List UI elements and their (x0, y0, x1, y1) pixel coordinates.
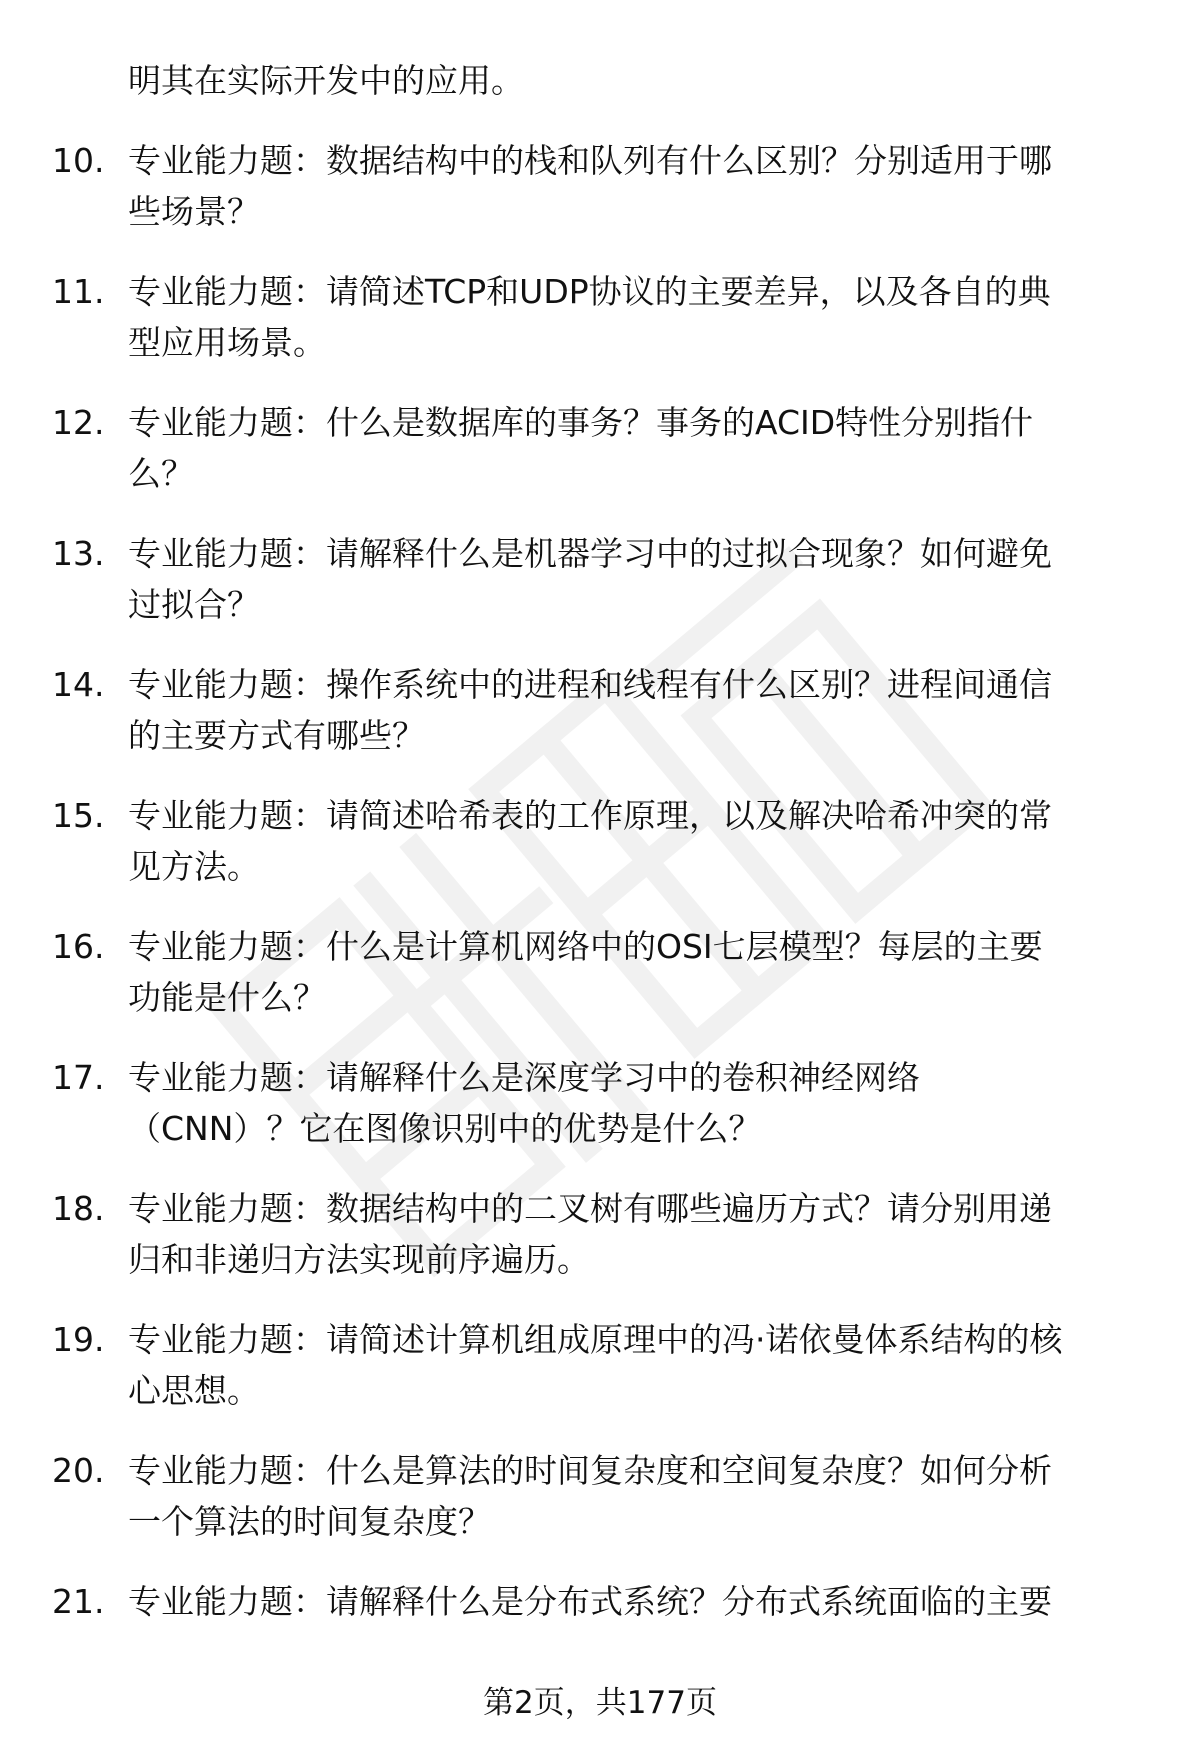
question-text-line: 专业能力题：请简述TCP和UDP协议的主要差异，以及各自的典 (128, 272, 1051, 311)
question-item (0, 922, 1200, 1053)
question-text-line: 型应用场景。 (128, 323, 326, 362)
question-item (0, 267, 1200, 398)
question-text-line: 些场景？ (128, 192, 260, 231)
question-item (0, 1053, 1200, 1184)
question-item (0, 660, 1200, 791)
question-number: 19. (52, 1320, 105, 1359)
question-text-line: 专业能力题：数据结构中的二叉树有哪些遍历方式？请分别用递 (128, 1189, 1052, 1228)
question-text-line: 专业能力题：操作系统中的进程和线程有什么区别？进程间通信 (128, 665, 1052, 704)
question-text-line: 的主要方式有哪些？ (128, 716, 425, 755)
question-text-line: 专业能力题：请解释什么是分布式系统？分布式系统面临的主要 (128, 1582, 1052, 1621)
question-number: 10. (52, 141, 105, 180)
question-number: 11. (52, 272, 105, 311)
question-number: 16. (52, 927, 105, 966)
question-list (0, 136, 1200, 1708)
question-text-line: 专业能力题：请解释什么是机器学习中的过拟合现象？如何避免 (128, 534, 1052, 573)
question-item (0, 398, 1200, 529)
question-item (0, 1184, 1200, 1315)
question-text-line: 专业能力题：请简述哈希表的工作原理，以及解决哈希冲突的常 (128, 796, 1052, 835)
question-text-line: 心思想。 (128, 1371, 260, 1410)
question-text-line: 见方法。 (128, 847, 260, 886)
question-item (0, 1446, 1200, 1577)
question-number: 18. (52, 1189, 105, 1228)
question-item (0, 1315, 1200, 1446)
question-number: 13. (52, 534, 105, 573)
question-number: 17. (52, 1058, 105, 1097)
question-text-line: 专业能力题：请解释什么是深度学习中的卷积神经网络 (128, 1058, 920, 1097)
question-item (0, 529, 1200, 660)
question-text-line: （CNN）？它在图像识别中的优势是什么？ (128, 1109, 762, 1148)
question-text-line: 一个算法的时间复杂度？ (128, 1502, 491, 1541)
question-text-line: 专业能力题：什么是数据库的事务？事务的ACID特性分别指什 (128, 403, 1034, 442)
question-text-line: 专业能力题：请简述计算机组成原理中的冯·诺依曼体系结构的核 (128, 1320, 1063, 1359)
question-text-line: 专业能力题：什么是算法的时间复杂度和空间复杂度？如何分析 (128, 1451, 1052, 1490)
carry-over-line: 明其在实际开发中的应用。 (128, 61, 524, 100)
question-number: 14. (52, 665, 105, 704)
question-text-line: 专业能力题：数据结构中的栈和队列有什么区别？分别适用于哪 (128, 141, 1052, 180)
question-text-line: 功能是什么？ (128, 978, 326, 1017)
question-text-line: 过拟合？ (128, 585, 260, 624)
page-footer: 第2页，共177页 (483, 1685, 717, 1721)
question-number: 21. (52, 1582, 105, 1621)
question-text-line: 么？ (128, 454, 194, 493)
question-text-line: 归和非递归方法实现前序遍历。 (128, 1240, 590, 1279)
question-number: 15. (52, 796, 105, 835)
question-item (0, 791, 1200, 922)
question-text-line: 专业能力题：什么是计算机网络中的OSI七层模型？每层的主要 (128, 927, 1043, 966)
question-number: 20. (52, 1451, 105, 1490)
question-item (0, 136, 1200, 267)
question-number: 12. (52, 403, 105, 442)
